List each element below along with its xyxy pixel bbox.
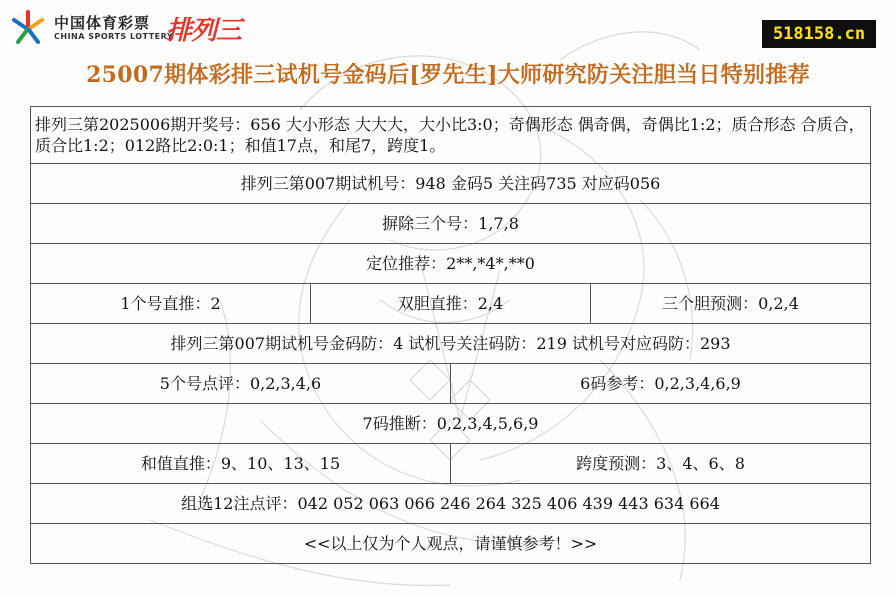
recommendation-table — [30, 106, 871, 564]
logo-chinese-text: 中国体育彩票 — [54, 14, 151, 32]
previous-draw-result: 排列三第2025006期开奖号：656 大小形态 大大大，大小比3:0；奇偶形态 偶奇偶，奇偶比1:2；质合形态 合质合，质合比1:2；012路比2:0:1；和值17点，和尾7，跨度1。 — [31, 107, 871, 164]
one-direct-cell: 1个号直推：2 — [31, 284, 311, 324]
table-row — [31, 164, 871, 204]
table-row — [31, 444, 871, 484]
table-row — [31, 364, 871, 404]
sum-direct-cell: 和值直推：9、10、13、15 — [31, 444, 451, 484]
five-review-cell: 5个号点评：0,2,3,4,6 — [31, 364, 451, 404]
table-row — [31, 204, 871, 244]
site-domain-badge: 518158.cn — [762, 20, 876, 48]
logo-english-text: CHINA SPORTS LOTTERY — [54, 32, 174, 41]
two-direct-cell: 双胆直推：2,4 — [311, 284, 591, 324]
logo-brand-text: 排列三 — [166, 16, 242, 46]
seven-pick-cell: 7码推断：0,2,3,4,5,6,9 — [31, 404, 871, 444]
test-number-cell: 排列三第007期试机号：948 金码5 关注码735 对应码056 — [31, 164, 871, 204]
group12-review-cell: 组选12注点评：042 052 063 066 246 264 325 406 439 443 634 664 — [31, 484, 871, 524]
page-title: 25007期体彩排三试机号金码后[罗先生]大师研究防关注胆当日特别推荐 — [86, 62, 810, 88]
table-row — [31, 324, 871, 364]
table-row — [31, 107, 871, 164]
position-pick-cell: 定位推荐：2**,*4*,**0 — [31, 244, 871, 284]
disclaimer-cell: <<以上仅为个人观点，请谨慎参考！>> — [31, 524, 871, 564]
three-guts-cell: 三个胆预测：0,2,4 — [591, 284, 871, 324]
table-row — [31, 284, 871, 324]
lottery-star-logo-icon — [8, 10, 48, 44]
table-row — [31, 524, 871, 564]
china-sports-lottery-logo — [8, 8, 258, 46]
gold-guard-cell: 排列三第007期试机号金码防：4 试机号关注码防：219 试机号对应码防：293 — [31, 324, 871, 364]
kill-three-cell: 摒除三个号：1,7,8 — [31, 204, 871, 244]
span-prediction-cell: 跨度预测：3、4、6、8 — [451, 444, 871, 484]
table-row — [31, 244, 871, 284]
table-row — [31, 404, 871, 444]
six-ref-cell: 6码参考：0,2,3,4,6,9 — [451, 364, 871, 404]
table-row — [31, 484, 871, 524]
